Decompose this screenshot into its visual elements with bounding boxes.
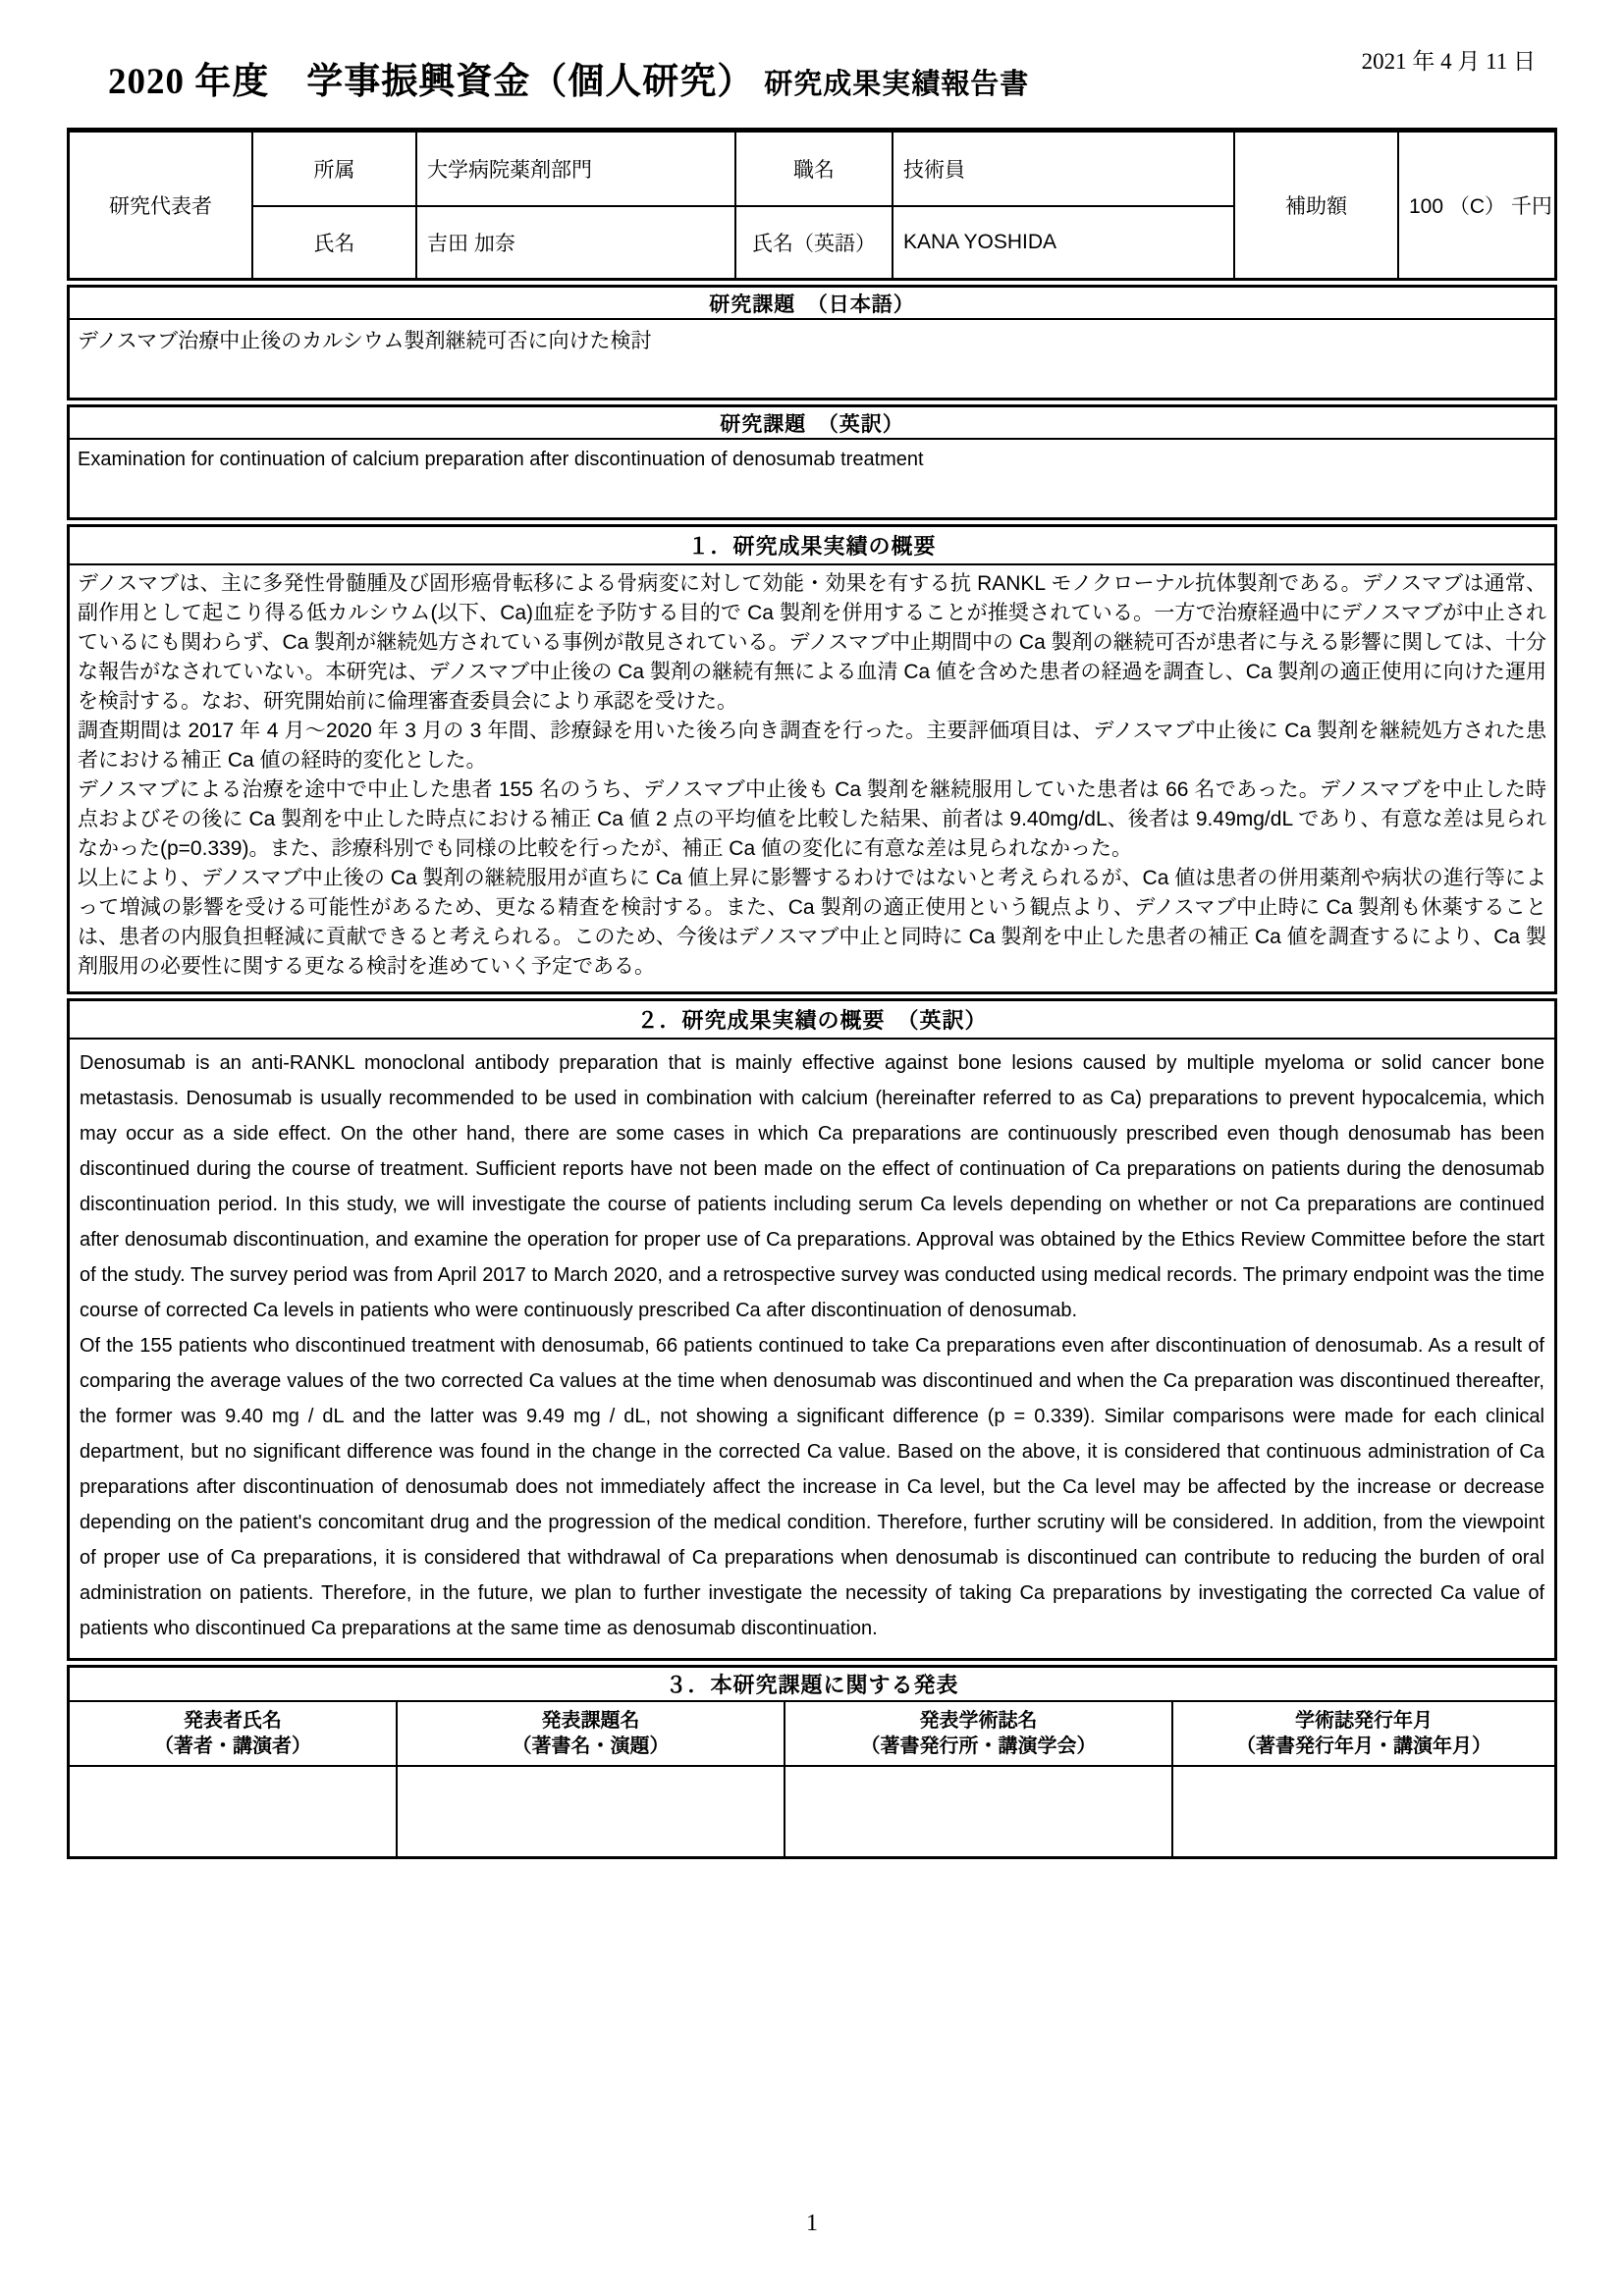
- pub-col-journal-line2: （著書発行所・講演学会）: [860, 1735, 1097, 1757]
- position-value: 技術員: [892, 133, 1233, 205]
- page-number: 1: [806, 2211, 818, 2236]
- pub-empty-cell: [396, 1765, 784, 1856]
- report-content: [67, 37, 1557, 1859]
- publications-header: ３．本研究課題に関する発表: [70, 1668, 1554, 1702]
- pub-col-date-line2: （著書発行年月・講演年月）: [1236, 1735, 1491, 1757]
- name-label: 氏名: [251, 205, 415, 278]
- name-en-value: KANA YOSHIDA: [892, 205, 1233, 278]
- research-title-en-body: Examination for continuation of calcium preparation after discontinuation of denosumab treatment: [78, 449, 924, 470]
- page-title-sub: 研究成果実績報告書: [764, 69, 1030, 100]
- summary-en-paragraph: Of the 155 patients who discontinued treatment with denosumab, 66 patients continued to take Ca preparations even after discontinuation of denosumab. As a result of comparing the average values of the two corrected Ca values at the time when denosumab was discontinued and when the Ca preparation was discontinued thereafter, the former was 9.40 mg / dL and the latter was 9.49 mg / dL, not showing a significant difference (p = 0.339). Similar comparisons were made for each clinical department, but no significant difference was found in the change in the corrected Ca value. Based on the above, it is considered that continuous administration of Ca preparations after discontinuation of denosumab does not immediately affect the increase in Ca level, but the Ca level may be affected by the increase or decrease depending on the patient's concomitant drug and the progression of the medical condition. Therefore, further scrutiny will be considered. In addition, from the viewpoint of proper use of Ca preparations, it is considered that withdrawal of Ca preparations when denosumab is discontinued can contribute to reducing the burden of oral administration on patients. Therefore, in the future, we plan to further investigate the necessity of taking Ca preparations by investigating the corrected Ca value of patients who discontinued Ca preparations at the same time as denosumab discontinuation.: [80, 1335, 1544, 1639]
- pub-empty-cell: [70, 1765, 396, 1856]
- summary-ja-paragraph: デノスマブによる治療を途中で中止した患者 155 名のうち、デノスマブ中止後も Ca 製剤を継続服用していた患者は 66 名であった。デノスマブを中止した時点およびその後に Ca 製剤を中止した時点における補正 Ca 値 2 点の平均値を比較した結果、前者は 9.40mg/dL、後者は 9.49mg/dL であり、有意な差は見られなかった(p=0.339)。また、診療科別でも同様の比較を行ったが、補正 Ca 値の変化に有意な差は見られなかった。: [78, 778, 1546, 860]
- summary-ja-body: [70, 565, 1554, 991]
- researcher-table: [67, 128, 1557, 281]
- pub-col-presenter-line2: （著者・講演者）: [154, 1735, 311, 1757]
- pub-col-presenter: [70, 1702, 396, 1765]
- publications-table: [70, 1702, 1554, 1856]
- summary-ja-paragraph: 調査期間は 2017 年 4 月～2020 年 3 月の 3 年間、診療録を用いた後ろ向き調査を行った。主要評価項目は、デノスマブ中止後に Ca 製剤を継続処方された患者における補正 Ca 値の経時的変化とした。: [78, 720, 1546, 772]
- publications-section: [67, 1665, 1557, 1859]
- pub-col-title: [396, 1702, 784, 1765]
- summary-en-header: ２．研究成果実績の概要 （英訳）: [70, 1001, 1554, 1040]
- summary-en-body: [70, 1040, 1554, 1658]
- research-title-ja-header: 研究課題 （日本語）: [70, 288, 1554, 320]
- summary-ja-header: １．研究成果実績の概要: [70, 527, 1554, 565]
- affiliation-value: 大学病院薬剤部門: [415, 133, 734, 205]
- pub-col-title-line2: （著書名・演題）: [512, 1735, 670, 1757]
- subsidy-value: 100 （C） 千円: [1397, 133, 1554, 278]
- pub-col-journal-line1: 発表学術誌名: [919, 1710, 1038, 1732]
- research-title-ja-body: デノスマブ治療中止後のカルシウム製剤継続可否に向けた検討: [78, 330, 652, 352]
- summary-ja-section: [67, 524, 1557, 994]
- pub-col-date: [1171, 1702, 1554, 1765]
- pub-empty-cell: [1171, 1765, 1554, 1856]
- pub-col-title-line1: 発表課題名: [541, 1710, 640, 1732]
- research-title-en-header: 研究課題 （英訳）: [70, 407, 1554, 440]
- summary-ja-paragraph: デノスマブは、主に多発性骨髄腫及び固形癌骨転移による骨病変に対して効能・効果を有する抗 RANKL モノクローナル抗体製剤である。デノスマブは通常、副作用として起こり得る低カルシウム(以下、Ca)血症を予防する目的で Ca 製剤を併用することが推奨されている。一方で治療経過中にデノスマブが中止されているにも関わらず、Ca 製剤が継続処方されている事例が散見されている。デノスマブ中止期間中の Ca 製剤の継続可否が患者に与える影響に関しては、十分な報告がなされていない。本研究は、デノスマブ中止後の Ca 製剤の継続有無による血清 Ca 値を含めた患者の経過を調査し、Ca 製剤の適正使用に向けた運用を検討する。なお、研究開始前に倫理審査委員会により承認を受けた。: [78, 572, 1546, 713]
- research-title-en-section: [67, 404, 1557, 520]
- affiliation-label: 所属: [251, 133, 415, 205]
- summary-en-section: [67, 998, 1557, 1661]
- name-en-label: 氏名（英語）: [734, 205, 892, 278]
- page-title-main: 2020 年度 学事振興資金（個人研究）: [108, 62, 755, 102]
- report-date: 2021 年 4 月 11 日: [1361, 49, 1536, 74]
- pub-col-journal: [784, 1702, 1171, 1765]
- title-bar: [67, 37, 1557, 124]
- page-title: [108, 37, 1557, 104]
- researcher-row-header: 研究代表者: [109, 195, 212, 218]
- pub-col-date-line1: 学術誌発行年月: [1295, 1710, 1433, 1732]
- pub-col-presenter-line1: 発表者氏名: [184, 1710, 282, 1732]
- subsidy-label: 補助額: [1233, 133, 1397, 278]
- summary-en-paragraph: Denosumab is an anti-RANKL monoclonal antibody preparation that is mainly effective against bone lesions caused by multiple myeloma or solid cancer bone metastasis. Denosumab is usually recommended to be used in combination with calcium (hereinafter referred to as Ca) preparations to prevent hypocalcemia, which may occur as a side effect. On the other hand, there are some cases in which Ca preparations are continuously prescribed even though denosumab has been discontinued during the course of treatment. Sufficient reports have not been made on the effect of continuation of Ca preparations on patients during the denosumab discontinuation period. In this study, we will investigate the course of patients including serum Ca levels depending on whether or not Ca preparations are continued after denosumab discontinuation, and examine the operation for proper use of Ca preparations. Approval was obtained by the Ethics Review Committee before the start of the study. The survey period was from April 2017 to March 2020, and a retrospective survey was conducted using medical records. The primary endpoint was the time course of corrected Ca levels in patients who were continuously prescribed Ca after discontinuation of denosumab.: [80, 1052, 1544, 1321]
- name-value: 吉田 加奈: [415, 205, 734, 278]
- pub-empty-cell: [784, 1765, 1171, 1856]
- research-title-ja-section: [67, 285, 1557, 400]
- position-label: 職名: [734, 133, 892, 205]
- summary-ja-paragraph: 以上により、デノスマブ中止後の Ca 製剤の継続服用が直ちに Ca 値上昇に影響するわけではないと考えられるが、Ca 値は患者の併用薬剤や病状の進行等によって増減の影響を受ける可能性があるため、更なる精査を検討する。また、Ca 製剤の適正使用という観点より、デノスマブ中止時に Ca 製剤も休薬することは、患者の内服負担軽減に貢献できると考えられる。このため、今後はデノスマブ中止と同時に Ca 製剤を中止した患者の補正 Ca 値を調査するにより、Ca 製剤服用の必要性に関する更なる検討を進めていく予定である。: [78, 867, 1546, 978]
